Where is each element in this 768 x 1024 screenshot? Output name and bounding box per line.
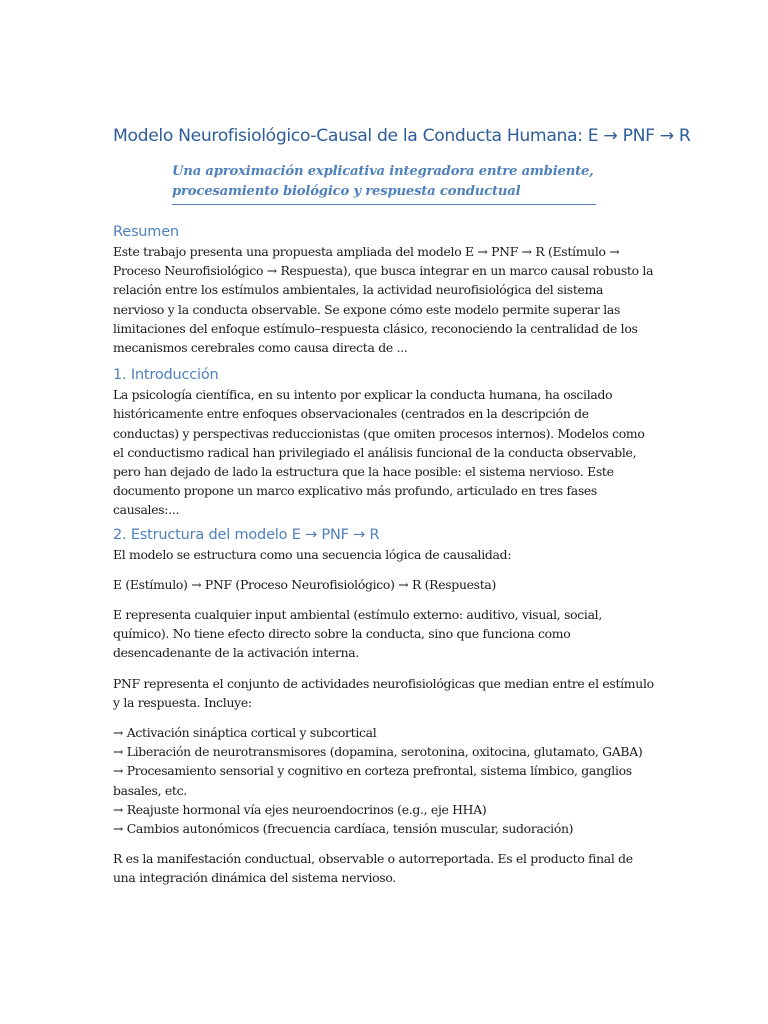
resumen-paragraph: Este trabajo presenta una propuesta ampliada del modelo E → PNF → R (Estímulo → Proceso Neurofisiológico → Respuesta), que busca integrar en un marco causal robusto la relación entre los estímulos ambientales, la actividad neurofisiológica del sistema nervioso y la conducta observable. Se expone cómo este modelo permite superar las limitaciones del enfoque estímulo–respuesta clásico, reconociendo la centralidad de los mecanismos cerebrales como causa directa de ...	[113, 244, 654, 356]
pnf-paragraph: PNF representa el conjunto de actividades neurofisiológicas que median entre el estímulo y la respuesta. Incluye:	[113, 675, 654, 710]
respuesta-paragraph: R es la manifestación conductual, observable o autorreportada. Es el producto final de una integración dinámica del sistema nervioso.	[113, 851, 633, 886]
resumen-heading: Resumen	[113, 224, 179, 240]
list-item: → Liberación de neurotransmisores (dopamina, serotonina, oxitocina, glutamato, GABA)	[113, 744, 643, 760]
subtitle-block	[172, 162, 596, 205]
list-item: → Reajuste hormonal vía ejes neuroendocrinos (e.g., eje HHA)	[113, 801, 487, 817]
estructura-heading: 2. Estructura del modelo E → PNF → R	[113, 526, 380, 543]
introduccion-paragraph: La psicología científica, en su intento por explicar la conducta humana, ha oscilado históricamente entre enfoques observacionales (centrados en la descripción de conductas) y perspectivas reduccionistas (que omiten procesos internos). Modelos como el conductismo radical han privilegiado el análisis funcional de la conducta observable, pero han dejado de lado la estructura que la hace posible: el sistema nervioso. Este documento propone un marco explicativo más profundo, articulado en tres fases causales:...	[113, 387, 645, 518]
introduccion-heading: 1. Introducción	[113, 367, 219, 384]
list-item: → Activación sináptica cortical y subcortical	[113, 725, 377, 741]
document-title: Modelo Neurofisiológico-Causal de la Conducta Humana: E → PNF → R	[113, 126, 691, 146]
estructura-intro-paragraph: El modelo se estructura como una secuencia lógica de causalidad:	[113, 546, 512, 562]
document-subtitle: Una aproximación explicativa integradora entre ambiente, procesamiento biológico y respuesta conductual	[172, 164, 594, 199]
list-item: → Cambios autonómicos (frecuencia cardíaca, tensión muscular, sudoración)	[113, 821, 574, 837]
pnf-list	[113, 723, 656, 838]
list-item: → Procesamiento sensorial y cognitivo en corteza prefrontal, sistema límbico, ganglios basales, etc.	[113, 763, 632, 798]
estimulo-paragraph: E representa cualquier input ambiental (estímulo externo: auditivo, visual, social, químico). No tiene efecto directo sobre la conducta, sino que funciona como desencadenante de la activación interna.	[113, 607, 602, 661]
causal-sequence-paragraph: E (Estímulo) → PNF (Proceso Neurofisiológico) → R (Respuesta)	[113, 576, 497, 592]
